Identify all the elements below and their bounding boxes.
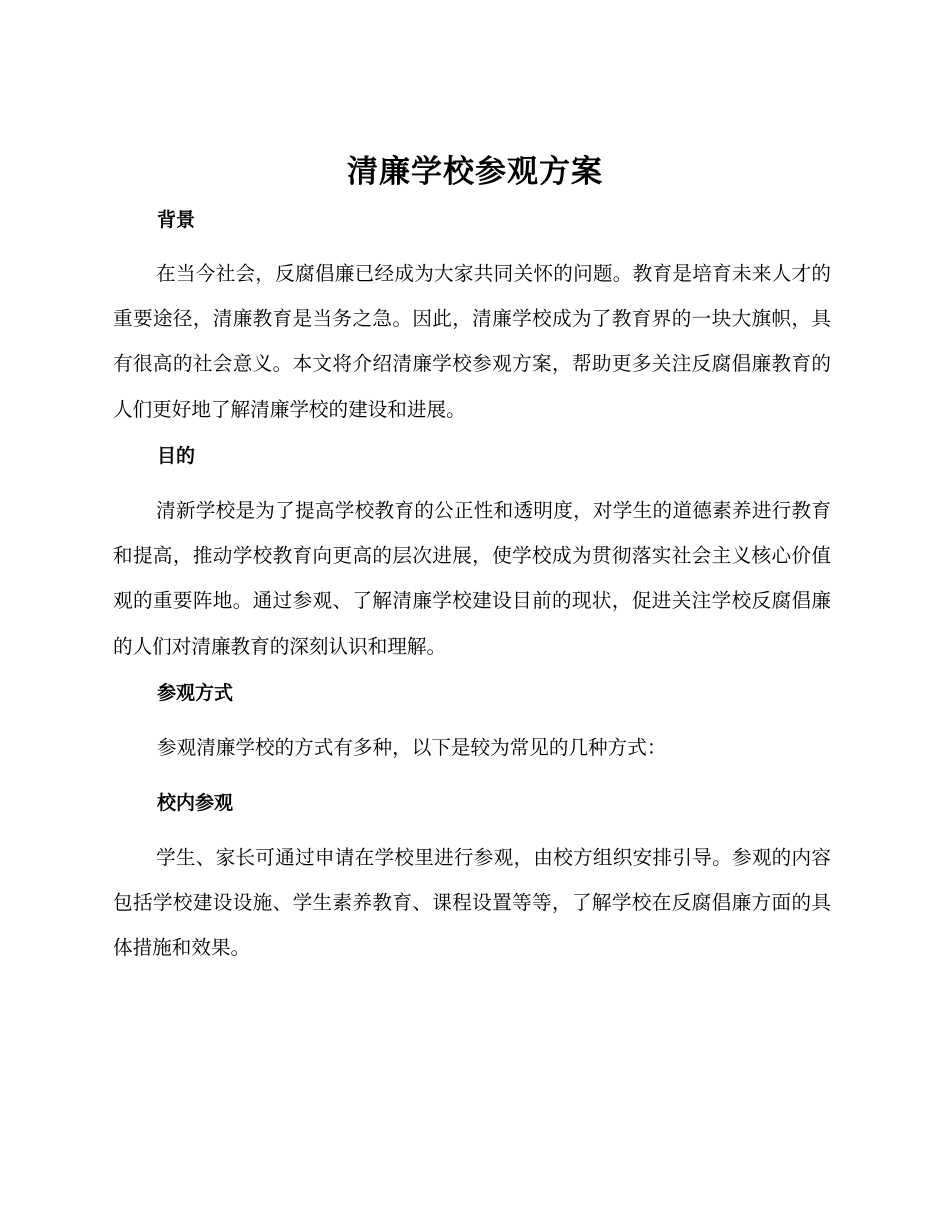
section-body-background: 在当今社会，反腐倡廉已经成为大家共同关怀的问题。教育是培育未来人才的重要途径，清廉教育是当务之急。因此，清廉学校成为了教育界的一块大旗帜，具有很高的社会意义。本文将介绍清廉学校参观方案，帮助更多关注反腐倡廉教育的人们更好地了解清廉学校的建设和进展。 (113, 262, 831, 421)
section-body-visit-methods: 参观清廉学校的方式有多种，以下是较为常见的几种方式： (157, 736, 667, 759)
section-heading-on-campus-visit: 校内参观 (157, 792, 234, 814)
document-title: 清廉学校参观方案 (347, 154, 603, 190)
section-body-on-campus-visit: 学生、家长可通过申请在学校里进行参观，由校方组织安排引导。参观的内容包括学校建设设施、学生素养教育、课程设置等等，了解学校在反腐倡廉方面的具体措施和效果。 (113, 846, 831, 960)
section-heading-visit-methods: 参观方式 (157, 682, 234, 704)
section-heading-purpose: 目的 (157, 445, 196, 467)
section-body-purpose: 清新学校是为了提高学校教育的公正性和透明度，对学生的道德素养进行教育和提高，推动学校教育向更高的层次进展，使学校成为贯彻落实社会主义核心价值观的重要阵地。通过参观、了解清廉学校建设目前的现状，促进关注学校反腐倡廉的人们对清廉教育的深刻认识和理解。 (113, 499, 831, 658)
section-heading-background: 背景 (157, 209, 196, 231)
